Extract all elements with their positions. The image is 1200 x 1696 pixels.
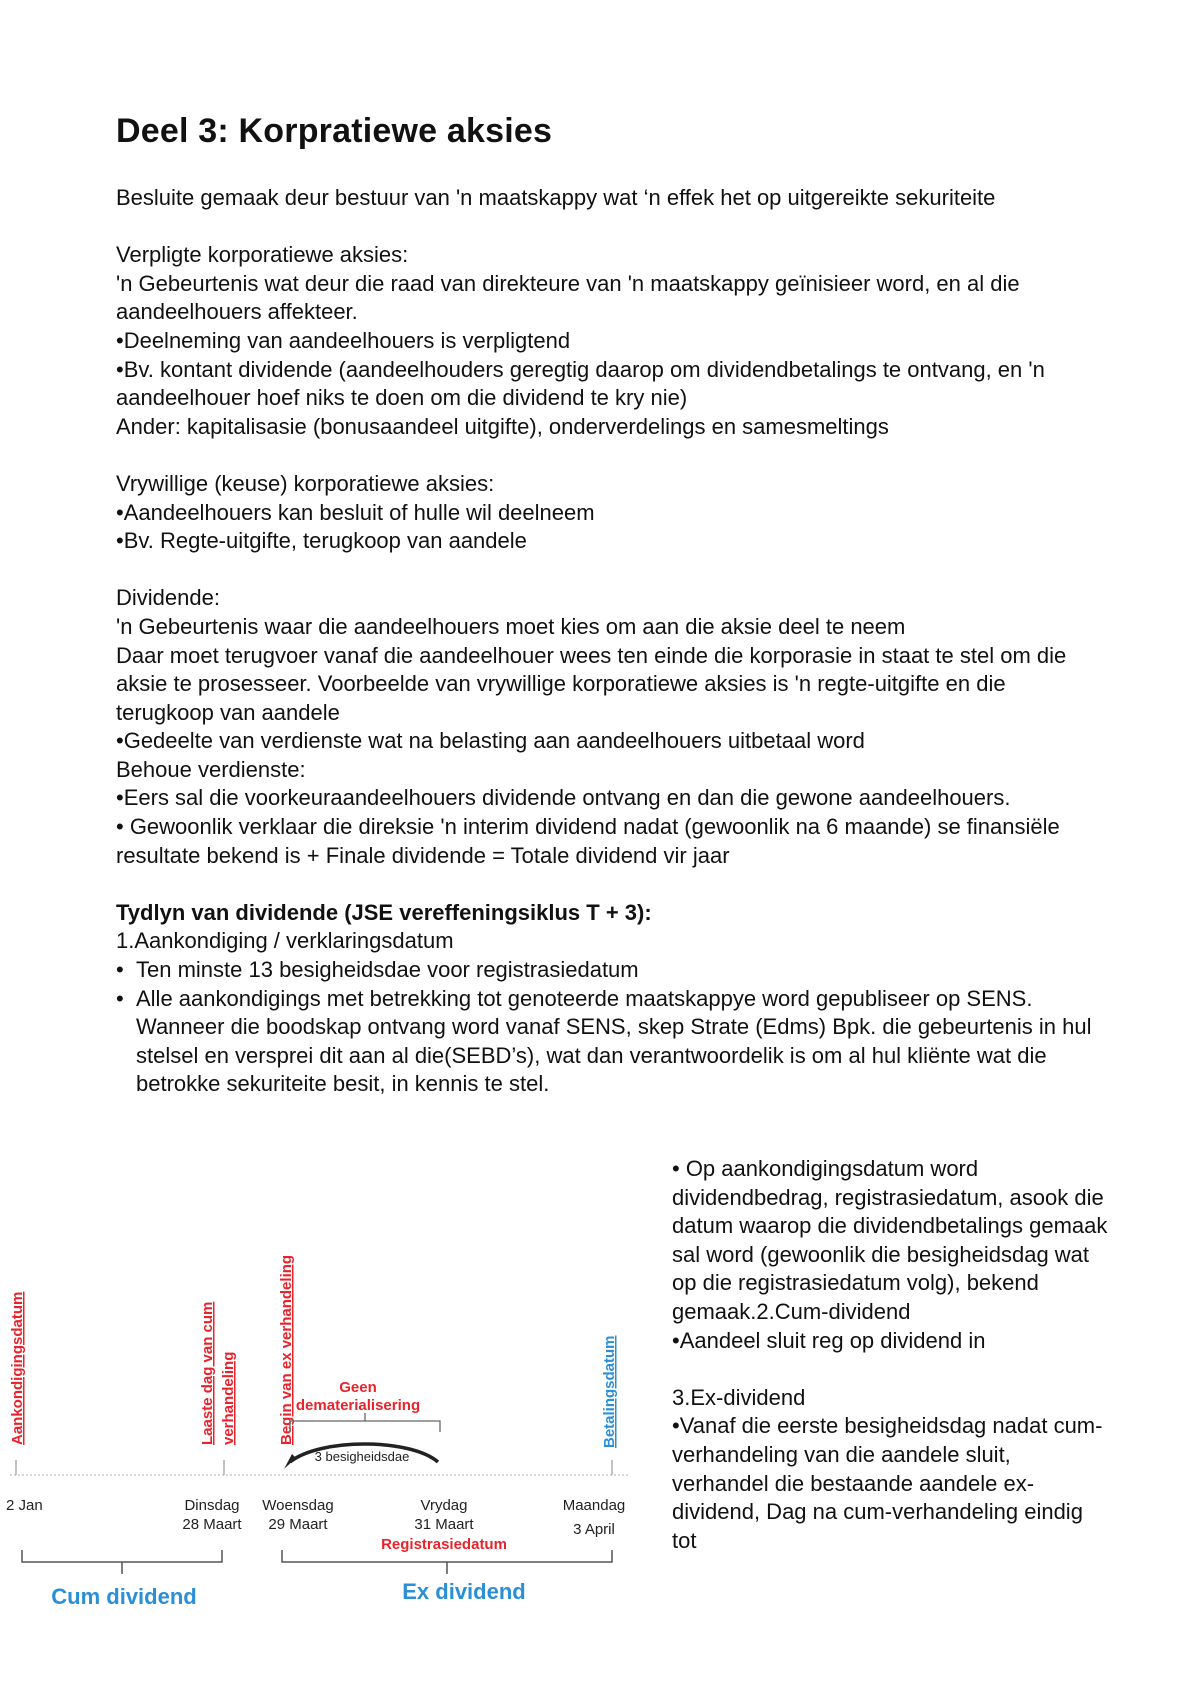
dividends-bullet-3: • Gewoonlik verklaar die direksie 'n interim dividend nadat (gewoonlik na 6 maande) se finansiële resultate bekend is + Finale dividende = Totale dividend vir jaar xyxy=(116,814,1060,868)
no-demat-bracket xyxy=(290,1413,440,1432)
side-column xyxy=(672,1155,1112,1555)
date-wed-day: Woensdag xyxy=(262,1497,334,1514)
dividends-bullet-2: •Eers sal die voorkeuraandeelhouers dividende ontvang en dan die gewone aandeelhouers. xyxy=(116,785,1011,811)
timeline-svg xyxy=(0,1180,640,1620)
intro-paragraph: Besluite gemaak deur bestuur van 'n maatskappy wat ‘n effek het op uitgereikte sekuriteite xyxy=(116,185,996,210)
payment-date-label: Betalingsdatum xyxy=(601,1335,618,1448)
date-tue-day: Dinsdag xyxy=(184,1497,240,1514)
date-tue-date: 28 Maart xyxy=(182,1516,242,1533)
last-cum-day-label-1: Laaste dag van cum xyxy=(199,1301,216,1445)
dividends-line-2: Daar moet terugvoer vanaf die aandeelhouer wees ten einde die korporasie in staat te stel om die aksie te prosesseer. Voorbeelde van vrywillige korporatiewe aksies is 'n regte-uitgifte en die terugkoop van aandele xyxy=(116,642,1067,725)
cum-dividend-label: Cum dividend xyxy=(51,1584,197,1609)
registration-date-label: Registrasiedatum xyxy=(381,1536,507,1553)
date-fri-date: 31 Maart xyxy=(414,1516,474,1533)
announcement-date-label: Aankondigingsdatum xyxy=(9,1291,26,1445)
date-mon-day: Maandag xyxy=(562,1497,626,1514)
no-demat-label-1: Geen xyxy=(339,1379,377,1396)
side-paragraph-4: •Vanaf die eerste besigheidsdag nadat cum-verhandeling van die aandele sluit, verhandel die bestaande aandele ex-dividend, Dag na cum-verhandeling eindig tot xyxy=(672,1413,1103,1553)
timeline-heading: Tydlyn van dividende (JSE vereffeningsiklus T + 3): xyxy=(116,899,652,925)
cum-dividend-bracket xyxy=(22,1550,222,1574)
mandatory-bullet-2: •Bv. kontant dividende (aandeelhouders geregtig daarop om dividendbetalings te ontvang, en 'n aandeelhouer hoef niks te doen om die dividend te kry nie) xyxy=(116,356,1045,411)
last-cum-day-label-2: verhandeling xyxy=(220,1351,237,1445)
mandatory-bullet-1: •Deelneming van aandeelhouers is verpligtend xyxy=(116,327,571,353)
mandatory-other: Ander: kapitalisasie (bonusaandeel uitgifte), onderverdelings en samesmeltings xyxy=(116,413,889,439)
side-paragraph-2: •Aandeel sluit reg op dividend in xyxy=(672,1327,986,1353)
body-text xyxy=(116,184,1106,1099)
ex-dividend-bracket xyxy=(282,1550,612,1574)
no-demat-label-2: dematerialisering xyxy=(295,1397,421,1414)
business-days-label: 3 besigheidsdae xyxy=(314,1449,410,1464)
retained-earnings-heading: Behoue verdienste: xyxy=(116,756,306,782)
mandatory-heading: Verpligte korporatiewe aksies: xyxy=(116,242,409,268)
date-fri-day: Vrydag xyxy=(420,1497,468,1514)
voluntary-heading: Vrywillige (keuse) korporatiewe aksies: xyxy=(116,470,495,496)
date-mon-date: 3 April xyxy=(573,1521,615,1538)
list-item: • Ten minste 13 besigheidsdae voor registrasiedatum xyxy=(116,956,1106,985)
timeline-item-1: 1.Aankondiging / verklaringsdatum xyxy=(116,928,454,954)
date-wed-date: 29 Maart xyxy=(268,1516,328,1533)
page-title: Deel 3: Korpratiewe aksies xyxy=(116,112,553,150)
date-jan: 2 Jan xyxy=(6,1497,43,1514)
side-paragraph-1: • Op aankondigingsdatum word dividendbedrag, registrasiedatum, asook die datum waarop die dividendbetalings gemaak sal word (gewoonlik die besigheidsdag wat op die registrasiedatum volg), bekend gemaak.2.Cum-dividend xyxy=(672,1156,1108,1324)
dividends-bullet-1: •Gedeelte van verdienste wat na belasting aan aandeelhouers uitbetaal word xyxy=(116,728,865,754)
side-paragraph-3: 3.Ex-dividend xyxy=(672,1384,806,1410)
arc-arrowhead xyxy=(284,1454,296,1469)
dividend-timeline-diagram xyxy=(0,1180,640,1620)
voluntary-bullet-1: •Aandeelhouers kan besluit of hulle wil deelneem xyxy=(116,499,595,525)
dividends-line-1: 'n Gebeurtenis waar die aandeelhouers moet kies om aan die aksie deel te neem xyxy=(116,613,906,639)
timeline-bullets xyxy=(116,956,1106,1099)
voluntary-bullet-2: •Bv. Regte-uitgifte, terugkoop van aandele xyxy=(116,528,527,554)
ex-trading-begin-label: Begin van ex verhandeling xyxy=(278,1254,295,1445)
dividends-heading: Dividende: xyxy=(116,585,220,611)
ex-dividend-label: Ex dividend xyxy=(402,1579,526,1604)
list-item: • Alle aankondigings met betrekking tot genoteerde maatskappye word gepubliseer op SENS. Wanneer die boodskap ontvang word vanaf SENS, skep Strate (Edms) Bpk. die gebeurtenis in hul stelsel en versprei dit aan al die(SEBD’s), wat dan verantwoordelik is om al hul kliënte wat die betrokke sekuriteite besit, in kennis te stel. xyxy=(116,985,1106,1099)
mandatory-description: 'n Gebeurtenis wat deur die raad van direkteure van 'n maatskappy geïnisieer word, en al die aandeelhouers affekteer. xyxy=(116,270,1020,325)
